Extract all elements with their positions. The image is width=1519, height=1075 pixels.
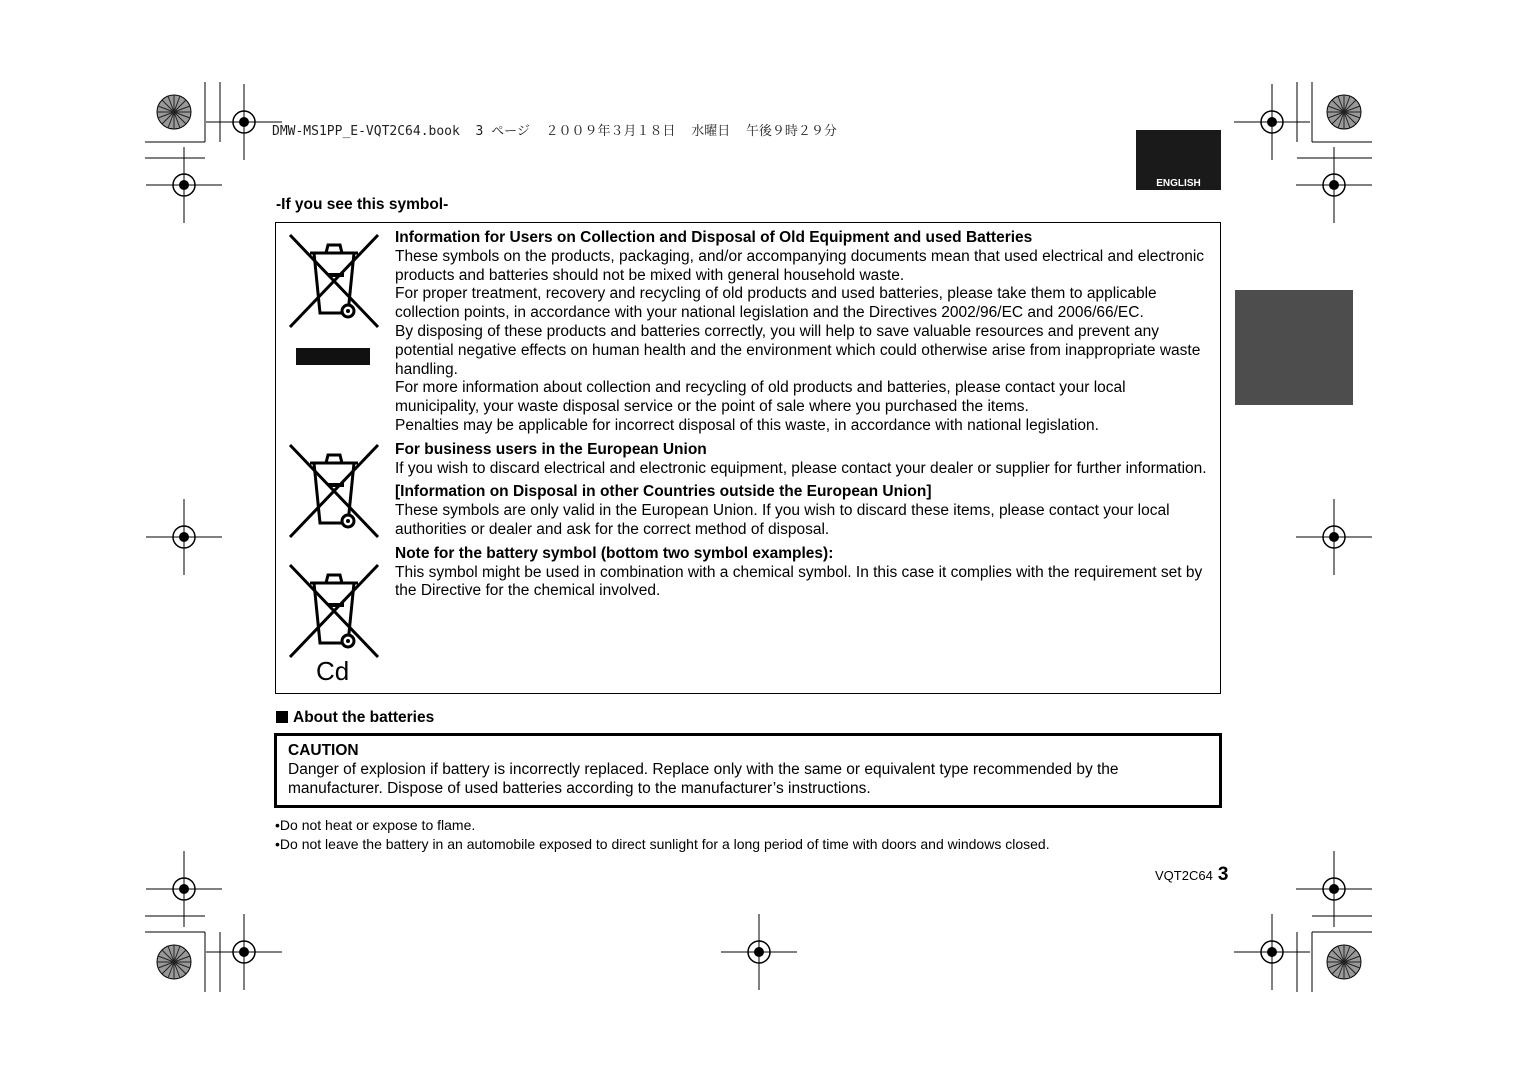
page-number: 3 (1217, 864, 1229, 885)
registration-target (1234, 84, 1310, 160)
section-tab (1235, 290, 1353, 405)
business-title: For business users in the European Union (395, 440, 707, 458)
registration-target (1296, 499, 1372, 575)
color-burst-mark (1327, 945, 1361, 979)
caution-box (274, 733, 1222, 808)
outside-eu-text: These symbols are only valid in the European Union. If you wish to discard these items, please contact your local authorities or dealer and ask for the correct method of disposal. (395, 502, 1170, 538)
symbol-heading: -If you see this symbol- (276, 196, 449, 213)
list-item: • Do not heat or expose to flame. (275, 816, 1050, 835)
battery-symbol-text: This symbol might be used in combination with a chemical symbol. In this case it complies with the requirement set by the Directive for the chemical involved. (395, 563, 1203, 600)
info-paragraph: For proper treatment, recovery and recycling of old products and used batteries, please take them to applicable collection points, in accordance with your national legislation and the Directives 2002/96/EC and 2006/66/EC. (395, 285, 1157, 322)
color-burst-mark (1327, 95, 1361, 129)
registration-target (206, 914, 282, 990)
chemical-symbol-label: Cd (316, 656, 350, 686)
registration-target (1234, 914, 1310, 990)
registration-target (146, 499, 222, 575)
disposal-info-box (275, 222, 1221, 694)
color-burst-mark (157, 95, 191, 129)
list-item: • Do not leave the battery in an automobile exposed to direct sunlight for a long period of time with doors and windows closed. (275, 835, 1050, 854)
registration-target (206, 84, 282, 160)
square-bullet-icon (276, 711, 288, 723)
print-header: DMW-MS1PP_E-VQT2C64.book 3 ページ ２００９年３月１８日 水曜日 午後９時２９分 (272, 124, 837, 139)
crossed-bin-icon (288, 231, 380, 331)
info-paragraph: For more information about collection and recycling of old products and batteries, please contact your local municipality, your waste disposal service or the point of sale where you purchased the items. (395, 379, 1126, 416)
registration-target (721, 914, 797, 990)
info-paragraph: By disposing of these products and batteries correctly, you will help to save valuable resources and prevent any potential negative effects on human health and the environment which could otherwise arise from inappropriate waste handling. (395, 322, 1201, 378)
page-footer (1155, 864, 1228, 886)
batteries-heading: About the batteries (276, 709, 434, 727)
outside-eu-title: [Information on Disposal in other Countries outside the European Union] (395, 483, 932, 501)
solid-bar-mark (296, 348, 370, 365)
language-tab: ENGLISH (1136, 130, 1221, 190)
battery-warnings-list (275, 816, 1050, 854)
caution-text: Danger of explosion if battery is incorrectly replaced. Replace only with the same or equivalent type recommended by the manufacturer. Dispose of used batteries according to the manufacturer’s instructions. (288, 761, 1119, 797)
document-code: VQT2C64 (1155, 868, 1213, 883)
info-paragraph: These symbols on the products, packaging, and/or accompanying documents mean that used electrical and electronic products and batteries should not be mixed with general household waste. (395, 247, 1205, 284)
crossed-bin-icon (288, 441, 380, 541)
battery-symbol-title: Note for the battery symbol (bottom two symbol examples): (395, 544, 834, 562)
color-burst-mark (157, 945, 191, 979)
caution-title: CAUTION (288, 742, 359, 759)
business-text: If you wish to discard electrical and electronic equipment, please contact your dealer or supplier for further information. (395, 459, 1207, 477)
crossed-bin-icon (288, 561, 380, 661)
info-title: Information for Users on Collection and Disposal of Old Equipment and used Batteries (395, 229, 1033, 246)
info-paragraph: Penalties may be applicable for incorrect disposal of this waste, in accordance with national legislation. (395, 416, 1099, 434)
disposal-text (395, 229, 1210, 601)
